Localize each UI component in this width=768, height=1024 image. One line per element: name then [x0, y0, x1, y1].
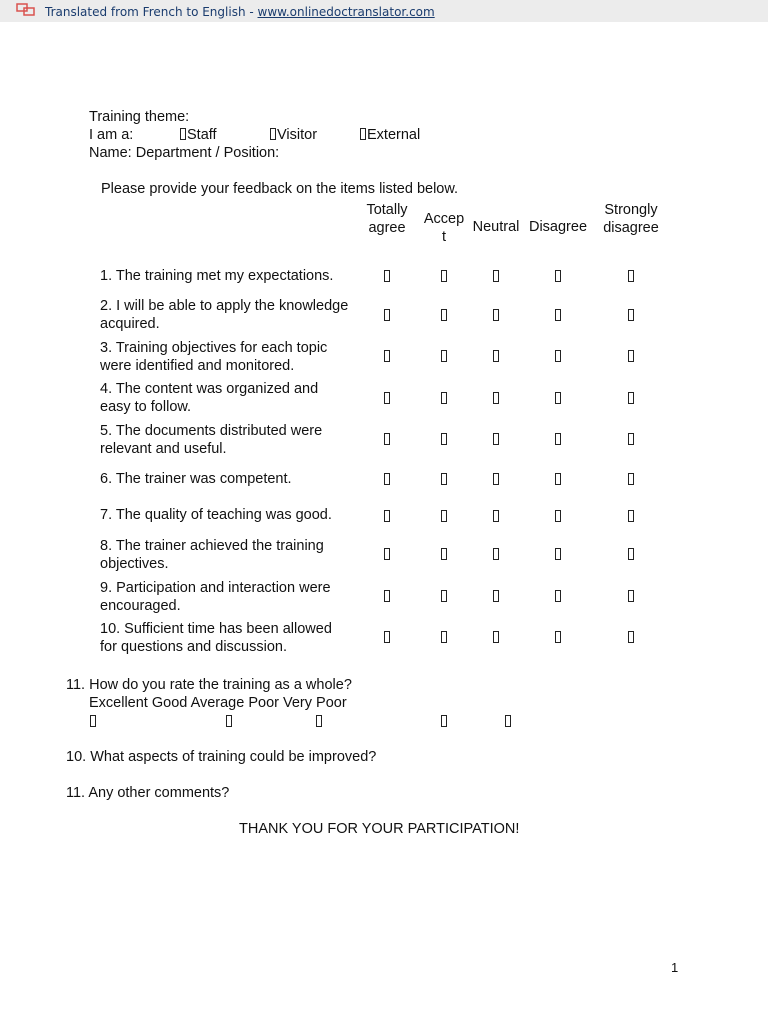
- col-accept-line2: t: [441, 228, 447, 245]
- col-totally-agree: Totally agree: [366, 202, 408, 236]
- staff-checkbox[interactable]: [180, 128, 186, 140]
- external-label: External: [367, 127, 421, 143]
- rating-checkbox-totally-agree[interactable]: [384, 473, 390, 485]
- rating-checkbox-strongly-disagree[interactable]: [628, 590, 634, 602]
- overall-poor-checkbox[interactable]: [441, 715, 447, 727]
- comments-number: 11.: [66, 785, 86, 801]
- rating-checkbox-totally-agree[interactable]: [384, 433, 390, 445]
- col-accept-line1: Accep: [423, 211, 465, 227]
- external-option[interactable]: [360, 127, 420, 145]
- improve-question: [66, 749, 376, 767]
- overall-question: 11. How do you rate the training as a whole?: [66, 677, 352, 693]
- rating-checkbox-strongly-disagree[interactable]: [628, 392, 634, 404]
- rating-item-text: 2. I will be able to apply the knowledge acquired.: [100, 298, 349, 332]
- rating-item-text: 3. Training objectives for each topic were identified and monitored.: [100, 340, 328, 374]
- rating-checkbox-strongly-disagree[interactable]: [628, 433, 634, 445]
- rating-checkbox-disagree[interactable]: [555, 590, 561, 602]
- rating-checkbox-strongly-disagree[interactable]: [628, 270, 634, 282]
- rating-checkbox-disagree[interactable]: [555, 631, 561, 643]
- translation-banner: [0, 0, 768, 22]
- rating-checkbox-disagree[interactable]: [555, 510, 561, 522]
- rating-checkbox-accept[interactable]: [441, 473, 447, 485]
- rating-checkbox-accept[interactable]: [441, 631, 447, 643]
- rating-checkbox-neutral[interactable]: [493, 631, 499, 643]
- i-am-label: I am a:: [89, 127, 134, 143]
- rating-checkbox-disagree[interactable]: [555, 350, 561, 362]
- improve-text: What aspects of training could be improved?: [90, 749, 377, 765]
- overall-average-checkbox[interactable]: [316, 715, 322, 727]
- translator-logo-icon: [16, 3, 36, 17]
- overall-options-labels: Excellent Good Average Poor Very Poor: [89, 695, 347, 711]
- rating-item-text: 5. The documents distributed were relevant and useful.: [100, 423, 323, 457]
- overall-good-checkbox[interactable]: [226, 715, 232, 727]
- col-neutral: Neutral: [472, 219, 520, 235]
- rating-checkbox-strongly-disagree[interactable]: [628, 510, 634, 522]
- comments-question: [66, 785, 229, 803]
- external-checkbox[interactable]: [360, 128, 366, 140]
- rating-checkbox-disagree[interactable]: [555, 433, 561, 445]
- rating-checkbox-disagree[interactable]: [555, 548, 561, 560]
- rating-checkbox-totally-agree[interactable]: [384, 548, 390, 560]
- rating-item-text: 7. The quality of teaching was good.: [100, 507, 332, 523]
- rating-checkbox-totally-agree[interactable]: [384, 309, 390, 321]
- rating-checkbox-strongly-disagree[interactable]: [628, 309, 634, 321]
- visitor-option[interactable]: [270, 127, 317, 145]
- rating-item-text: 4. The content was organized and easy to follow.: [100, 381, 319, 415]
- rating-checkbox-neutral[interactable]: [493, 309, 499, 321]
- rating-checkbox-neutral[interactable]: [493, 590, 499, 602]
- overall-excellent-checkbox[interactable]: [90, 715, 96, 727]
- rating-item-text: 6. The trainer was competent.: [100, 471, 292, 487]
- improve-number: 10.: [66, 749, 87, 765]
- comments-text: Any other comments?: [88, 785, 230, 801]
- visitor-label: Visitor: [277, 127, 318, 143]
- rating-checkbox-totally-agree[interactable]: [384, 631, 390, 643]
- page-number: 1: [671, 960, 679, 975]
- col-strongly-disagree: Strongly disagree: [603, 202, 659, 236]
- thank-you-message: THANK YOU FOR YOUR PARTICIPATION!: [239, 821, 520, 837]
- rating-checkbox-accept[interactable]: [441, 309, 447, 321]
- rating-item-text: 10. Sufficient time has been allowed for questions and discussion.: [100, 621, 332, 655]
- rating-checkbox-neutral[interactable]: [493, 548, 499, 560]
- rating-checkbox-accept[interactable]: [441, 433, 447, 445]
- rating-checkbox-totally-agree[interactable]: [384, 590, 390, 602]
- overall-very-poor-checkbox[interactable]: [505, 715, 511, 727]
- rating-checkbox-totally-agree[interactable]: [384, 392, 390, 404]
- staff-label: Staff: [187, 127, 217, 143]
- staff-option[interactable]: [180, 127, 217, 145]
- visitor-checkbox[interactable]: [270, 128, 276, 140]
- col-accept: [418, 211, 470, 246]
- instructions: Please provide your feedback on the items listed below.: [101, 181, 459, 197]
- rating-checkbox-totally-agree[interactable]: [384, 270, 390, 282]
- rating-checkbox-strongly-disagree[interactable]: [628, 473, 634, 485]
- rating-checkbox-disagree[interactable]: [555, 309, 561, 321]
- rating-item-text: 9. Participation and interaction were encouraged.: [100, 580, 331, 614]
- rating-checkbox-strongly-disagree[interactable]: [628, 631, 634, 643]
- rating-checkbox-neutral[interactable]: [493, 473, 499, 485]
- rating-checkbox-disagree[interactable]: [555, 270, 561, 282]
- rating-checkbox-neutral[interactable]: [493, 270, 499, 282]
- col-disagree: Disagree: [528, 219, 588, 235]
- rating-checkbox-disagree[interactable]: [555, 392, 561, 404]
- rating-checkbox-strongly-disagree[interactable]: [628, 350, 634, 362]
- rating-item-text: 8. The trainer achieved the training objectives.: [100, 538, 324, 572]
- banner-text: [45, 5, 435, 19]
- rating-checkbox-accept[interactable]: [441, 548, 447, 560]
- rating-checkbox-accept[interactable]: [441, 350, 447, 362]
- rating-checkbox-strongly-disagree[interactable]: [628, 548, 634, 560]
- rating-checkbox-neutral[interactable]: [493, 433, 499, 445]
- rating-checkbox-totally-agree[interactable]: [384, 510, 390, 522]
- rating-checkbox-neutral[interactable]: [493, 392, 499, 404]
- rating-checkbox-disagree[interactable]: [555, 473, 561, 485]
- rating-checkbox-neutral[interactable]: [493, 350, 499, 362]
- rating-checkbox-accept[interactable]: [441, 270, 447, 282]
- name-department-position-label: Name: Department / Position:: [89, 145, 280, 161]
- rating-checkbox-accept[interactable]: [441, 392, 447, 404]
- rating-checkbox-accept[interactable]: [441, 510, 447, 522]
- training-theme-label: Training theme:: [89, 109, 190, 125]
- banner-prefix: Translated from French to English -: [45, 5, 258, 19]
- rating-item-text: 1. The training met my expectations.: [100, 268, 334, 284]
- rating-checkbox-totally-agree[interactable]: [384, 350, 390, 362]
- translator-link[interactable]: www.onlinedoctranslator.com: [257, 5, 435, 19]
- rating-checkbox-accept[interactable]: [441, 590, 447, 602]
- rating-checkbox-neutral[interactable]: [493, 510, 499, 522]
